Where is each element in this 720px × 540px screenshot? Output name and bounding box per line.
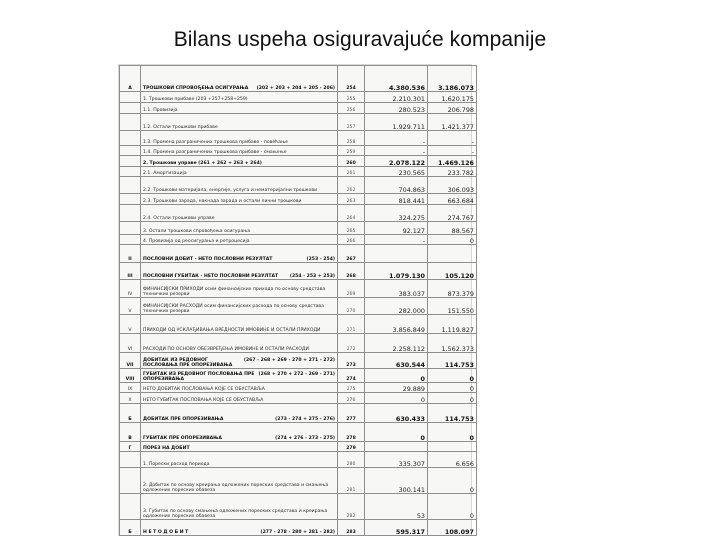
row-aop-code: 277 [338,404,365,423]
table-row [120,383,477,393]
current-year-value: 1.929.711 [365,114,428,131]
row-code [120,452,141,468]
row-aop-code: 261 [338,167,365,177]
row-code [120,494,141,520]
previous-year-value: 663.684 [428,194,477,205]
row-description [141,66,338,92]
table-row [120,298,477,315]
previous-year-value: 0 [428,468,477,494]
previous-year-value: 108.097 [428,520,477,536]
row-description [141,383,338,393]
row-label: 1.3. Промена разграничених трошкова прибаве - повећање [143,139,288,145]
current-year-value [365,442,428,452]
row-label: ПОСЛОВНИ ДОБИТ - НЕТО ПОСЛОВНИ РЕЗУЛТАТ [143,256,273,262]
row-description [141,205,338,222]
row-aop-code: 276 [338,393,365,404]
row-aop-code: 259 [338,146,365,156]
row-description [141,114,338,131]
row-code: В [120,423,141,442]
row-aop-code: 262 [338,177,365,194]
row-description [141,393,338,404]
row-aop-code: 282 [338,494,365,520]
row-aop-code: 280 [338,452,365,468]
row-label: 2.3. Трошкови зарада, накнада зарада и остали лични трошкови [143,198,302,204]
row-aop-code: 264 [338,205,365,222]
row-code: Г [120,442,141,452]
previous-year-value: 6.656 [428,452,477,468]
row-label: 2.4. Остали трошкови управе [143,215,215,221]
row-code [120,167,141,177]
row-label: НЕТО ДОБИТАК ПОСЛОВАЊА КОЈЕ СЕ ОБУСТАВЉА [143,386,265,392]
previous-year-value: 873.379 [428,280,477,298]
row-aop-code: 254 [338,66,365,92]
row-code: A [120,66,141,92]
row-code: Б [120,520,141,536]
current-year-value: 4.380.536 [365,66,428,92]
previous-year-value [428,245,477,263]
table-row [120,369,477,383]
row-label: 1.2. Остали трошкови прибаве [143,124,218,130]
row-description [141,146,338,156]
row-label: 2. Добитак по основу креирања одложених пореских средстава и смањења одложених пореских обавеза [143,482,329,493]
row-description [141,103,338,114]
row-description [141,167,338,177]
row-label: ФИНАНСИЈСКИ РАСХОДИ осим финансијских расхода по основу средстава техничких резерви [143,303,324,314]
table-row [120,442,477,452]
row-label: 3. Остали трошкови спровођења осигурања [143,228,251,234]
row-label: ФИНАНСИЈСКИ ПРИХОДИ осим финансијских прихода по основу средстава техничких резерви [143,286,326,297]
table-row [120,222,477,235]
previous-year-value: 151.550 [428,298,477,315]
row-label: Н Е Т О Д О Б И Т [143,529,189,535]
previous-year-value: 1.421.377 [428,114,477,131]
row-code [120,92,141,103]
row-description [141,222,338,235]
previous-year-value: 233.782 [428,167,477,177]
row-code [120,205,141,222]
table-row [120,92,477,103]
table-row [120,494,477,520]
row-aop-code: 269 [338,280,365,298]
table-row [120,245,477,263]
row-aop-code: 270 [338,298,365,315]
row-code: Б [120,404,141,423]
row-label: 2. Трошкови управе (261 + 262 + 263 + 264) [143,160,262,166]
table-row [120,520,477,536]
row-label: ГУБИТАК ИЗ РЕДОВНОГ ПОСЛОВАЊА ПРЕ ОПОРЕЗИВАЊА [143,371,255,382]
row-formula: (202 + 203 + 204 + 205 - 206) [256,85,335,91]
row-description [141,194,338,205]
row-description [141,235,338,245]
row-code: V [120,315,141,334]
row-description [141,298,338,315]
table-row [120,205,477,222]
previous-year-value: 0 [428,235,477,245]
row-description [141,177,338,194]
row-code: VIII [120,369,141,383]
previous-year-value: 114.753 [428,353,477,369]
row-label: 1.1. Провизија [143,107,178,113]
row-code: VI [120,334,141,353]
current-year-value [365,245,428,263]
table-row [120,280,477,298]
table-row [120,404,477,423]
current-year-value: 383.037 [365,280,428,298]
row-label: ПОСЛОВНИ ГУБИТАК - НЕТО ПОСЛОВНИ РЕЗУЛТАТ [143,273,279,279]
row-formula: (254 - 253 + 253) [289,273,335,279]
row-label: 1. Трошкови прибаве (203 +257+258+259) [143,96,248,102]
table-row [120,315,477,334]
row-aop-code: 257 [338,114,365,131]
table-row [120,156,477,167]
current-year-value: 704.863 [365,177,428,194]
row-code: V [120,298,141,315]
previous-year-value: 0 [428,369,477,383]
current-year-value: 595.317 [365,520,428,536]
current-year-value: 300.141 [365,468,428,494]
previous-year-value: - [428,146,477,156]
row-description [141,468,338,494]
row-aop-code: 274 [338,369,365,383]
previous-year-value: 0 [428,383,477,393]
current-year-value: 1.079.130 [365,263,428,280]
previous-year-value [428,442,477,452]
previous-year-value: 1.620.175 [428,92,477,103]
current-year-value: 92.127 [365,222,428,235]
row-label: 1. Порески расход периода [143,461,210,467]
row-aop-code: 266 [338,235,365,245]
row-description [141,404,338,423]
row-description [141,353,338,369]
row-formula: (273 - 274 + 275 - 276) [275,416,335,422]
table-row [120,263,477,280]
row-aop-code: 255 [338,92,365,103]
current-year-value: 230.565 [365,167,428,177]
row-aop-code: 283 [338,520,365,536]
previous-year-value: 105.120 [428,263,477,280]
table-row [120,177,477,194]
previous-year-value: 0 [428,393,477,404]
row-description [141,156,338,167]
row-formula: (277 - 278 - 280 + 281 - 282) [260,529,335,535]
row-description [141,520,338,536]
row-code [120,177,141,194]
table-row [120,114,477,131]
row-aop-code: 265 [338,222,365,235]
table-row [120,146,477,156]
previous-year-value: 1.562.373 [428,334,477,353]
row-label: 3. Губитак по основу смањења одложених пореских средстава и креирања одложених пореских обавеза [143,508,328,519]
row-label: ПОРЕЗ НА ДОБИТ [143,445,190,451]
row-formula: (274 + 276 - 273 - 275) [275,435,335,441]
previous-year-value: 1.119.827 [428,315,477,334]
row-aop-code: 279 [338,442,365,452]
row-label: 4. Провизија од реосигурања и ретроцесија [143,238,250,244]
row-description [141,452,338,468]
row-code [120,131,141,146]
table-row [120,393,477,404]
current-year-value: 630.544 [365,353,428,369]
row-code [120,194,141,205]
table-row [120,334,477,353]
row-code [120,468,141,494]
table-row [120,131,477,146]
row-description [141,92,338,103]
row-description [141,315,338,334]
current-year-value: 3.856.849 [365,315,428,334]
current-year-value: 2.210.301 [365,92,428,103]
current-year-value: 324.275 [365,205,428,222]
slide-title: Bilans uspeha osiguravajuće kompanije [173,28,547,51]
current-year-value: - [365,235,428,245]
row-aop-code: 258 [338,131,365,146]
previous-year-value: 306.093 [428,177,477,194]
row-code: II [120,245,141,263]
row-formula: (268 + 270 + 272 - 269 - 271) [258,371,335,377]
current-year-value: - [365,131,428,146]
current-year-value: 630.433 [365,404,428,423]
row-aop-code: 268 [338,263,365,280]
income-statement-table [119,65,477,536]
previous-year-value: 1.469.126 [428,156,477,167]
row-formula: (267 - 268 + 269 - 270 + 271 - 272) [243,357,335,363]
row-description [141,369,338,383]
row-code [120,235,141,245]
current-year-value: 53 [365,494,428,520]
row-description [141,442,338,452]
row-formula: (253 - 254) [306,256,335,262]
row-code [120,103,141,114]
previous-year-value: 206.798 [428,103,477,114]
row-code: IX [120,383,141,393]
table-row [120,353,477,369]
row-description [141,263,338,280]
row-aop-code: 273 [338,353,365,369]
previous-year-value: 3.186.073 [428,66,477,92]
table-row [120,423,477,442]
current-year-value: 0 [365,393,428,404]
row-label: ДОБИТАК ИЗ РЕДОВНОГ ПОСЛОВАЊА ПРЕ ОПОРЕЗИВАЊА [143,357,233,368]
current-year-value: 280.523 [365,103,428,114]
row-code: III [120,263,141,280]
row-code: IV [120,280,141,298]
table-row [120,235,477,245]
row-label: 1.4. Промена разграничених трошкова прибаве - смањење [143,149,287,155]
row-description [141,334,338,353]
previous-year-value: 88.567 [428,222,477,235]
row-aop-code: 256 [338,103,365,114]
row-description [141,423,338,442]
row-code: VII [120,353,141,369]
row-code [120,114,141,131]
previous-year-value: 114.753 [428,404,477,423]
previous-year-value: 0 [428,423,477,442]
row-code [120,156,141,167]
row-aop-code: 278 [338,423,365,442]
current-year-value: 2.078.122 [365,156,428,167]
row-aop-code: 281 [338,468,365,494]
income-statement-scan [118,64,472,536]
row-code [120,146,141,156]
previous-year-value: 0 [428,494,477,520]
row-label: ТРОШКОВИ СПРОВОЂЕЊА ОСИГУРАЊА [143,85,249,91]
row-aop-code: 260 [338,156,365,167]
row-label: 2.2. Трошкови материјала, енергије, услуга и нематеријални трошкови [143,187,318,193]
current-year-value: 29.889 [365,383,428,393]
current-year-value: 0 [365,423,428,442]
row-aop-code: 272 [338,334,365,353]
row-label: ДОБИТАК ПРЕ ОПОРЕЗИВАЊА [143,416,224,422]
row-label: НЕТО ГУБИТАК ПОСЛОВАЊА КОЈЕ СЕ ОБУСТАВЉА [143,397,264,403]
row-aop-code: 275 [338,383,365,393]
row-code: X [120,393,141,404]
table-row [120,103,477,114]
current-year-value: 282.000 [365,298,428,315]
row-label: 2.1. Амортизација [143,170,187,176]
current-year-value: 335.307 [365,452,428,468]
previous-year-value: - [428,131,477,146]
previous-year-value: 274.767 [428,205,477,222]
table-row [120,452,477,468]
row-label: РАСХОДИ ПО ОСНОВУ ОБЕЗВРЕЂЕЊА ИМОВИНЕ И ОСТАЛИ РАСХОДИ [143,346,309,352]
row-code [120,222,141,235]
row-aop-code: 271 [338,315,365,334]
current-year-value: 2.258.112 [365,334,428,353]
row-aop-code: 263 [338,194,365,205]
row-description [141,280,338,298]
current-year-value: 0 [365,369,428,383]
table-row [120,66,477,92]
table-row [120,468,477,494]
row-description [141,245,338,263]
row-label: ПРИХОДИ ОД УСКЛАЂИВАЊА ВРЕДНОСТИ ИМОВИНЕ И ОСТАЛИ ПРИХОДИ [143,327,321,333]
current-year-value: - [365,146,428,156]
row-description [141,494,338,520]
current-year-value: 818.441 [365,194,428,205]
row-label: ГУБИТАК ПРЕ ОПОРЕЗИВАЊА [143,435,222,441]
table-row [120,194,477,205]
row-aop-code: 267 [338,245,365,263]
table-row [120,167,477,177]
row-description [141,131,338,146]
